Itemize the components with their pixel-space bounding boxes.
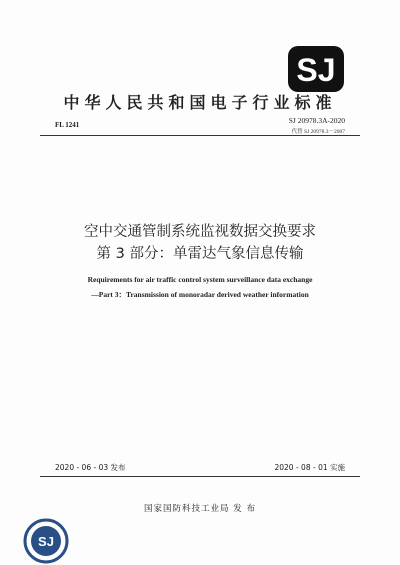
- standard-number: SJ 20978.3A-2020: [288, 116, 345, 125]
- ics-code: FL 1241: [55, 121, 80, 129]
- sj-logo-icon: [287, 45, 345, 93]
- replaces-note: 代替 SJ 20978.3－2007: [291, 129, 345, 135]
- svg-text:SJ: SJ: [38, 534, 54, 549]
- title-zh-line1: 空中交通管制系统监视数据交换要求: [84, 224, 316, 240]
- bottom-divider: [40, 476, 360, 477]
- seal-logo-icon: [23, 518, 69, 564]
- implement-date: 2020 - 08 - 01 实施: [274, 463, 345, 472]
- title-en-line2: —Part 3：Transmission of monoradar derived weather information: [91, 290, 309, 299]
- svg-text:SJ: SJ: [296, 52, 336, 88]
- publisher: 国家国防科技工业局 发 布: [144, 504, 256, 514]
- industry-standard-title: 中华人民共和国电子行业标准: [63, 93, 337, 112]
- title-zh-line2: 第 3 部分：单雷达气象信息传输: [96, 246, 304, 262]
- publish-date: 2020 - 06 - 03 发布: [55, 463, 126, 472]
- title-en-line1: Requirements for air traffic control system surveillance data exchange: [87, 275, 313, 284]
- top-divider: [40, 135, 360, 136]
